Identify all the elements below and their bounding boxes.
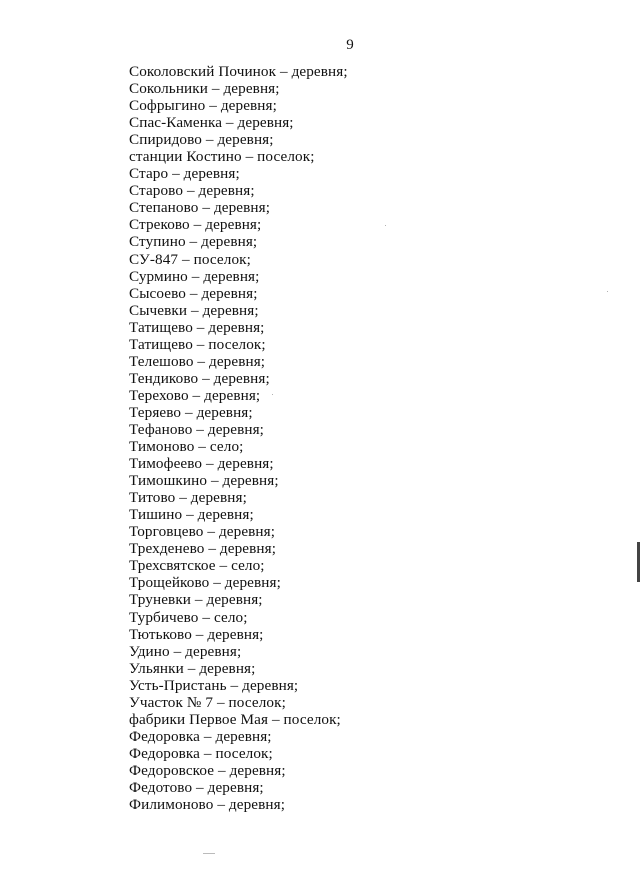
scan-speck (203, 853, 215, 854)
settlement-entry: Старово – деревня; (129, 182, 255, 200)
settlement-entry: Тютьково – деревня; (129, 625, 264, 643)
settlement-entry: Торговцево – деревня; (129, 523, 276, 541)
settlement-entry: Тишино – деревня; (129, 506, 254, 524)
settlement-entry: Участок № 7 – поселок; (129, 693, 286, 711)
settlement-entry: Ульянки – деревня; (129, 659, 256, 677)
settlement-entry: Филимоново – деревня; (129, 796, 286, 814)
settlement-entry: Удино – деревня; (129, 642, 242, 660)
settlement-list (129, 63, 348, 813)
scan-speck (272, 394, 273, 395)
settlement-entry: Усть-Пристань – деревня; (129, 676, 299, 694)
settlement-entry: Стреково – деревня; (129, 216, 262, 234)
settlement-entry: Степаново – деревня; (129, 199, 271, 217)
settlement-entry: Турбичево – село; (129, 608, 248, 626)
settlement-entry: Спиридово – деревня; (129, 131, 274, 149)
settlement-entry: СУ-847 – поселок; (129, 250, 251, 268)
settlement-entry: фабрики Первое Мая – поселок; (129, 710, 341, 728)
settlement-entry: Старо – деревня; (129, 165, 240, 183)
scan-speck (607, 291, 608, 292)
settlement-entry: Ступино – деревня; (129, 233, 258, 251)
settlement-entry: Тендиково – деревня; (129, 369, 270, 387)
settlement-entry: Трощейково – деревня; (129, 574, 281, 592)
settlement-entry: Тимофеево – деревня; (129, 455, 274, 473)
settlement-entry: Трехденево – деревня; (129, 540, 277, 558)
settlement-entry: Татищево – деревня; (129, 318, 265, 336)
settlement-entry: Тефаново – деревня; (129, 420, 264, 438)
settlement-entry: Сокольники – деревня; (129, 80, 280, 98)
settlement-entry: Спас-Каменка – деревня; (129, 114, 294, 132)
settlement-entry: Федоровское – деревня; (129, 761, 286, 779)
page-number: 9 (346, 37, 354, 53)
settlement-entry: Тимошкино – деревня; (129, 472, 279, 490)
settlement-entry: Софрыгино – деревня; (129, 97, 277, 115)
settlement-entry: Трехсвятское – село; (129, 557, 265, 575)
settlement-entry: Телешово – деревня; (129, 352, 266, 370)
settlement-entry: Тимоново – село; (129, 438, 244, 456)
settlement-entry: Теряево – деревня; (129, 403, 253, 421)
settlement-entry: Труневки – деревня; (129, 591, 263, 609)
settlement-entry: Сычевки – деревня; (129, 301, 259, 319)
settlement-entry: Федотово – деревня; (129, 778, 264, 796)
settlement-entry: Федоровка – деревня; (129, 727, 272, 745)
settlement-entry: станции Костино – поселок; (129, 148, 315, 166)
settlement-entry: Федоровка – поселок; (129, 744, 273, 762)
settlement-entry: Сурмино – деревня; (129, 267, 260, 285)
settlement-entry: Сысоево – деревня; (129, 284, 258, 302)
scan-speck (385, 225, 386, 226)
settlement-entry: Соколовский Починок – деревня; (129, 63, 348, 80)
settlement-entry: Титово – деревня; (129, 489, 247, 507)
settlement-entry: Татищево – поселок; (129, 335, 266, 353)
settlement-entry: Терехово – деревня; (129, 386, 261, 404)
